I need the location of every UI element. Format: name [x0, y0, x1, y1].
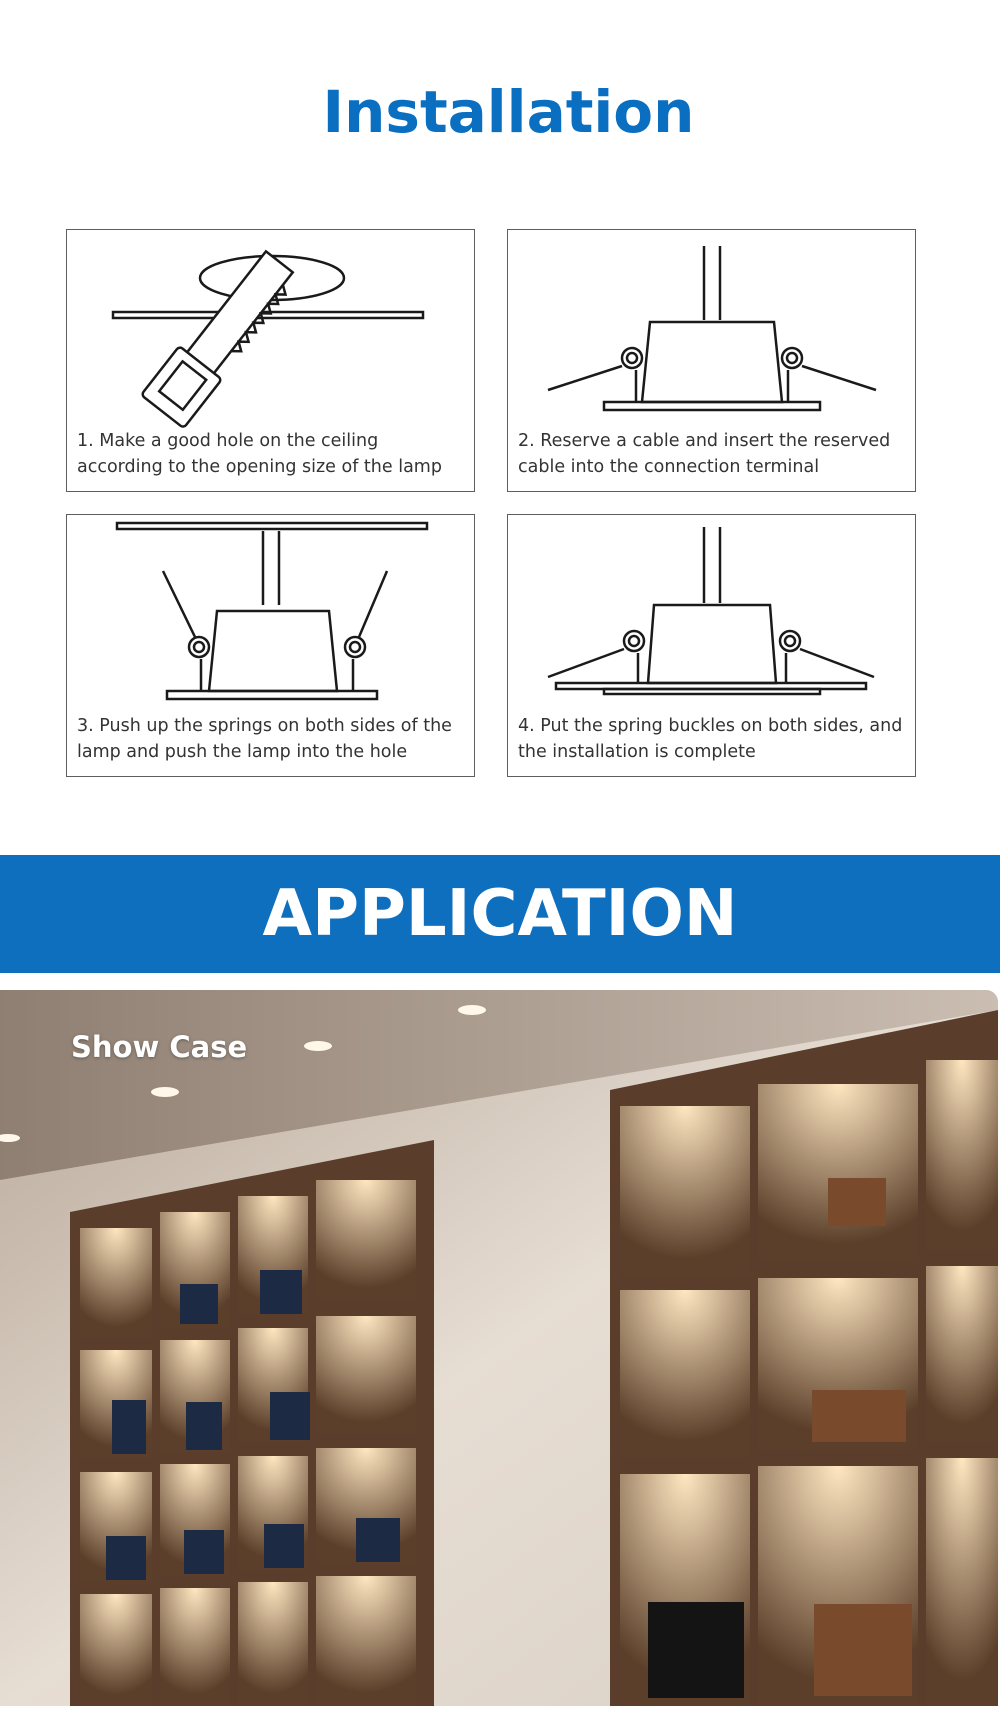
application-banner: [0, 855, 1000, 973]
step-3-text: 3. Push up the springs on both sides of the lamp and push the lamp into the hole: [77, 716, 452, 762]
application-title: APPLICATION: [262, 877, 738, 951]
step-card-2: [507, 229, 916, 492]
step-4-text: 4. Put the spring buckles on both sides, and the installation is complete: [518, 716, 903, 762]
step-card-1: [66, 229, 475, 492]
show-case-label: Show Case: [71, 1030, 248, 1064]
saw-cutting-ceiling-icon: [67, 230, 476, 430]
boutique-shelves-image: [0, 990, 998, 1706]
step-card-4: [507, 514, 916, 777]
step-1-text: 1. Make a good hole on the ceiling according to the opening size of the lamp: [77, 431, 442, 477]
right-shelf: [610, 1010, 998, 1706]
push-springs-icon: [67, 515, 476, 715]
installation-title: Installation: [322, 78, 695, 146]
step-card-3: [66, 514, 475, 777]
installation-complete-icon: [508, 515, 917, 715]
step-2-text: 2. Reserve a cable and insert the reserved cable into the connection terminal: [518, 431, 891, 477]
cable-connection-icon: [508, 230, 917, 430]
left-shelf: [70, 1140, 434, 1706]
show-case-photo: [0, 990, 998, 1706]
